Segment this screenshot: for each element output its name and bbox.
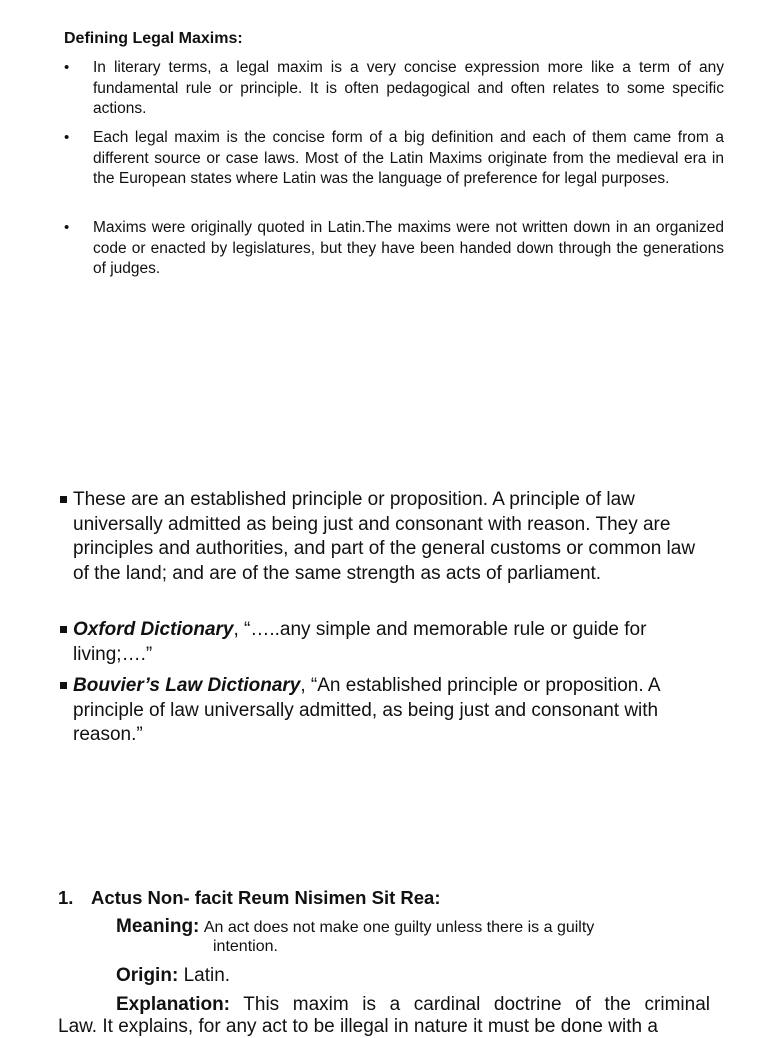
definition-text: [73, 618, 699, 667]
origin-label: Origin:: [116, 965, 179, 986]
square-bullet-icon: [60, 626, 67, 633]
bullet-text: In literary terms, a legal maxim is a very concise expression more like a term of any fundamental rule or principle. It is often pedagogical and often relates to some specific actions.: [93, 59, 724, 117]
bullet-text: Each legal maxim is the concise form of a big definition and each of them came from a different source or case laws. Most of the Latin Maxims originate from the medieval era in the European states where Latin was the language of preference for legal purposes.: [93, 129, 724, 187]
meaning-text-continued: intention.: [213, 938, 278, 955]
maxim-heading: [58, 887, 441, 909]
definition-text: These are an established principle or proposition. A principle of law universally admitted as being just and consonant with reason. They are principles and authorities, and part of the general customs or common law of the land; and are of the same strength as acts of parliament.: [73, 489, 696, 584]
list-item: [64, 58, 724, 120]
origin-text: Latin.: [183, 965, 231, 986]
meaning-text: An act does not make one guilty unless there is a guilty: [203, 919, 595, 936]
square-bullet-icon: [60, 682, 67, 689]
bullet-dot: •: [64, 219, 70, 236]
definition-item: [59, 674, 699, 748]
maxim-title: Actus Non- facit Reum Nisimen Sit Rea:: [91, 887, 441, 908]
bullet-dot: •: [64, 59, 70, 76]
list-item: [64, 218, 724, 280]
definition-item: [59, 488, 699, 586]
maxim-number: 1.: [58, 887, 74, 908]
bullet-dot: •: [64, 129, 70, 146]
bullet-text: Maxims were originally quoted in Latin.The maxims were not written down in an organized code or enacted by legislatures, but they have been handed down through the generations of judges.: [93, 219, 724, 277]
definition-item: [59, 618, 699, 667]
source-name: Bouvier’s Law Dictionary: [73, 675, 301, 696]
square-bullet-icon: [60, 496, 67, 503]
meaning-label: Meaning:: [116, 916, 200, 937]
section-title: Defining Legal Maxims:: [64, 30, 243, 47]
definition-text: [73, 674, 699, 748]
explanation-row: [116, 994, 710, 1016]
quote-text: , “An established principle or proposition. A principle of law universally admitted, as being just and consonant with reason.”: [73, 675, 660, 745]
list-item: [64, 128, 724, 190]
explanation-text-continued: Law. It explains, for any act to be illegal in nature it must be done with a: [58, 1016, 658, 1037]
explanation-label: Explanation:: [116, 994, 231, 1015]
meaning-row: [116, 916, 676, 938]
quote-text: , “…..any simple and memorable rule or guide for living;….”: [73, 619, 647, 665]
explanation-text: This maxim is a cardinal doctrine of the criminal: [243, 994, 711, 1015]
origin-row: [116, 965, 230, 987]
source-name: Oxford Dictionary: [73, 619, 234, 640]
